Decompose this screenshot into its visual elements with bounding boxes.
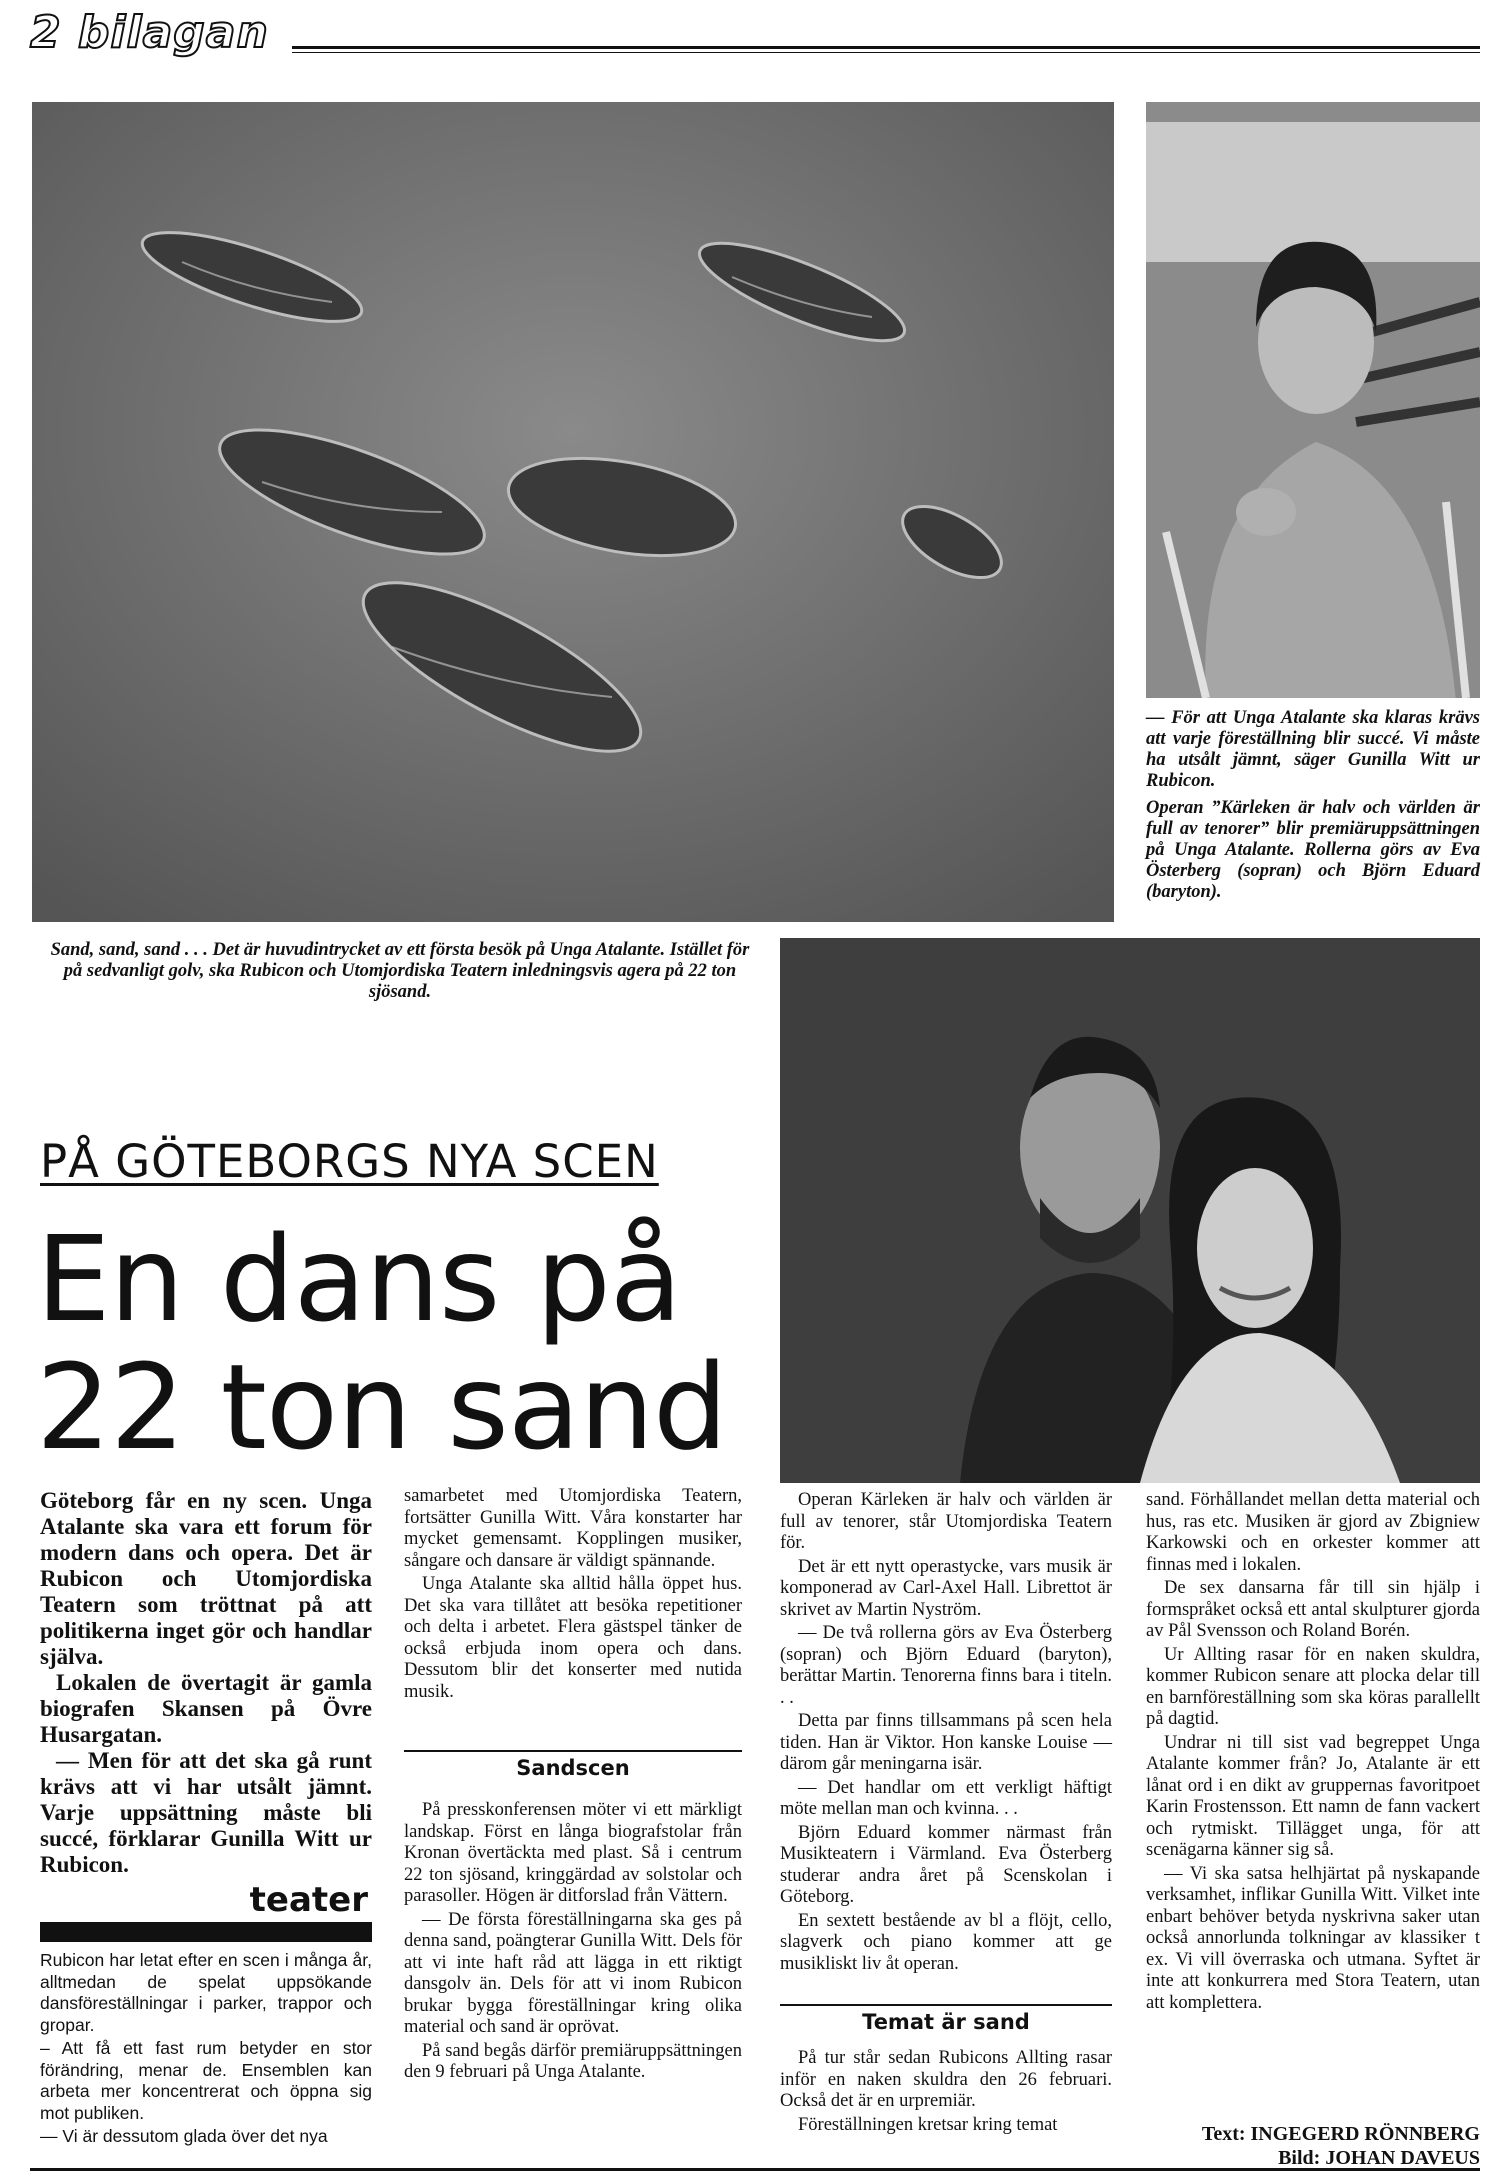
body-paragraph: På tur står sedan Rubicons Allting rasar inför en naken skuldra den 26 februari. Också det är en urpremiär.: [780, 2048, 1112, 2111]
body-paragraph: Operan Kärleken är halv och världen är full av tenorer, står Utomjordiska Teatern för.: [780, 1490, 1112, 1553]
headline-line-1: En dans på: [36, 1210, 682, 1348]
column-1-body: [40, 1950, 372, 2150]
body-paragraph: — Det handlar om ett verkligt häftigt möte mellan man och kvinna. . .: [780, 1777, 1112, 1819]
body-paragraph: Föreställningen kretsar kring temat: [798, 2114, 1058, 2135]
headline-line-2: 22 ton sand: [36, 1338, 727, 1476]
portrait-caption-opera: Operan ”Kärleken är halv och världen är full av tenorer” blir premiäruppsättningen på Unga Atalante. Rollerna görs av Eva Österberg (sopran) och Björn Eduard (baryton).: [1146, 798, 1480, 902]
lead-paragraph: Göteborg får en ny scen. Unga Atalante ska vara ett forum för modern dans och opera. Det är Rubicon och Utomjordiska Teatern som tröttnat på att politikerna inget gör och handlar själva.: [40, 1488, 372, 1669]
body-paragraph: Detta par finns tillsammans på scen hela tiden. Han är Viktor. Hon kanske Louise — därom går meningarna isär.: [780, 1711, 1112, 1774]
lead-paragraph: — Men för att det ska gå runt krävs att vi har utsålt jämnt. Varje uppsättning måste bli succé, förklarar Gunilla Witt ur Rubicon.: [40, 1748, 372, 1877]
subhead-temat: Temat är sand: [862, 2010, 1030, 2034]
credits: [1146, 2122, 1480, 2170]
bottom-rule: [30, 2168, 1480, 2171]
masthead-rule-thin: [292, 52, 1480, 53]
body-paragraph: — Vi ska satsa helhjärtat på nyskapande verksamhet, inflikar Gunilla Witt. Vilket inte enbart behöver betyda nyskrivna saker utan också annorlunda tolkningar av klassiker t ex. Vi vill överraska och utmana. Syftet är inte att konkurrera med Stora Teatern, utan att komplettera.: [1146, 1863, 1480, 2013]
body-paragraph: Unga Atalante ska alltid hålla öppet hus. Det ska vara tillåtet att besöka repetitioner och delta i arbetet. Flera gästspel tänker de också erbjuda inom opera och dans. Dessutom blir det konserter med nutida musik.: [404, 1574, 742, 1702]
body-paragraph: sand. Förhållandet mellan detta material och hus, ras etc. Musiken är gjord av Zbigniew Karkowski och en orkester kommer att finnas med i lokalen.: [1146, 1490, 1480, 1575]
body-paragraph: — De första föreställningarna ska ges på denna sand, poängterar Gunilla Witt. Dels för att vi inte haft råd att lägga in ett riktigt dansgolv än. Dels för att vi inom Rubicon brukar bygga föreställningar kring olika material och sand är oprövat.: [404, 1909, 742, 2037]
body-paragraph: Det är ett nytt operastycke, vars musik är komponerad av Carl-Axel Hall. Librettot är skrivet av Martin Nyström.: [780, 1556, 1112, 1620]
woman-portrait-photo: [1146, 102, 1480, 698]
section-label-bar: [40, 1922, 372, 1942]
section-label: teater: [249, 1880, 368, 1920]
lead-paragraphs: [40, 1488, 372, 1878]
body-paragraph: Undrar ni till sist vad begreppet Unga Atalante kommer från? Jo, Atalante är ett lånat ord i en dikt av gruppernas favoritpoet Karin Frostensson. Ett namn de fann vackert och rytmiskt. Tillägget unga, för att scenägarna känner sig så.: [1146, 1732, 1480, 1860]
lead-paragraph: Lokalen de övertagit är gamla biografen Skansen på Övre Husargatan.: [40, 1670, 372, 1747]
body-paragraph: De sex dansarna får till sin hjälp i formspråket också ett antal skulpturer gjorda av Pål Svensson och Roland Borén.: [1146, 1578, 1480, 1641]
section-title: 2 bilagan: [30, 7, 269, 58]
body-paragraph: samarbetet med Utomjordiska Teatern, fortsätter Gunilla Witt. Våra konstarter har mycket gemensamt. Kopplingen musiker, sångare och dansare är väldigt spännande.: [404, 1486, 742, 1571]
body-paragraph: En sextett bestående av bl a flöjt, cello, slagverk och piano kommer att ge musikliskt liv åt operan.: [780, 1910, 1112, 1974]
couple-portrait-image: [780, 938, 1480, 1483]
credit-photo: Bild: JOHAN DAVEUS: [1278, 2147, 1480, 2169]
body-paragraph: På presskonferensen möter vi ett märkligt landskap. Först en långa biografstolar från Kronan övertäckta med plast. Så i centrum 22 ton sjösand, kringgärdad av solstolar och parasoller. Högen är ditforslad från Vättern.: [404, 1800, 742, 1906]
subhead-rule: [780, 2004, 1112, 2006]
column-2-top: [404, 1486, 742, 1705]
main-photo-caption: [40, 940, 760, 1009]
masthead: [30, 8, 1480, 60]
sand-footprints-image: [32, 102, 1114, 922]
headline: [36, 1210, 736, 1476]
body-paragraph: — Vi är dessutom glada över det nya: [40, 2126, 328, 2146]
main-photo-caption-text: Sand, sand, sand . . . Det är huvudintrycket av ett första besök på Unga Atalante. Istället för på sedvanligt golv, ska Rubicon och Utomjordiska Teatern inledningsvis agera på 22 ton sjösand.: [50, 940, 750, 1002]
column-3-bottom: [780, 2048, 1112, 2138]
body-paragraph: På sand begås därför premiäruppsättningen den 9 februari på Unga Atalante.: [404, 2040, 742, 2082]
column-2-bottom: [404, 1800, 742, 2086]
column-4: [1146, 1490, 1480, 2016]
subhead-sandscen: Sandscen: [516, 1756, 630, 1780]
portrait-caption: [1146, 708, 1480, 909]
couple-portrait-photo: [780, 938, 1480, 1483]
credit-text: Text: INGEGERD RÖNNBERG: [1201, 2123, 1480, 2145]
column-3-top: [780, 1490, 1112, 1977]
sand-footprints-photo: [32, 102, 1114, 922]
body-paragraph: – Att få ett fast rum betyder en stor förändring, menar de. Ensemblen kan arbeta mer koncentrerat och öppna sig mot publiken.: [40, 2038, 372, 2123]
body-paragraph: Rubicon har letat efter en scen i många år, alltmedan de spelat uppsökande dansföreställningar i parker, trappor och gropar.: [40, 1950, 372, 2035]
body-paragraph: Björn Eduard kommer närmast från Musikteatern i Värmland. Eva Österberg studerar andra året på Scenskolan i Göteborg.: [780, 1822, 1112, 1907]
masthead-rule: [292, 46, 1480, 49]
kicker: PÅ GÖTEBORGS NYA SCEN: [40, 1135, 659, 1188]
body-paragraph: Ur Allting rasar för en naken skuldra, kommer Rubicon senare att plocka delar till en barnföreställning som ska köras parallellt på dagtid.: [1146, 1644, 1480, 1729]
woman-portrait-image: [1146, 102, 1480, 698]
subhead-rule: [404, 1750, 742, 1752]
body-paragraph: — De två rollerna görs av Eva Österberg (sopran) och Björn Eduard (baryton), berättar Martin. Tenorerna finns bara i titeln. . .: [780, 1623, 1112, 1708]
portrait-caption-quote: — För att Unga Atalante ska klaras krävs att varje föreställning blir succé. Vi måste ha utsålt jämnt, säger Gunilla Witt ur Rubicon.: [1146, 708, 1480, 791]
